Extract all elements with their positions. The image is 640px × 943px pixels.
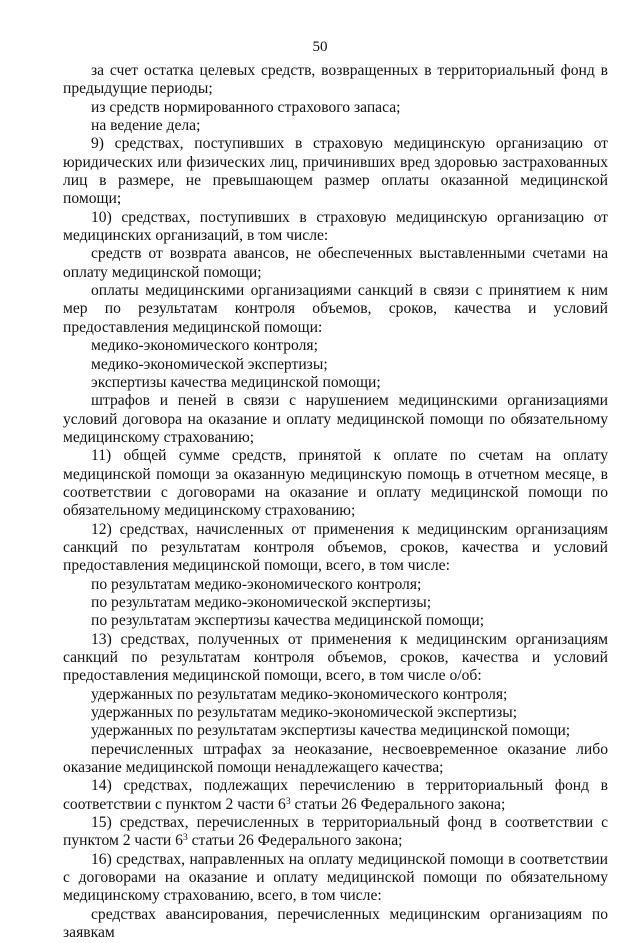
paragraph: экспертизы качества медицинской помощи;: [91, 373, 381, 391]
paragraph: на ведение дела;: [91, 117, 201, 135]
paragraph: из средств нормированного страхового запаса;: [91, 98, 401, 116]
paragraph: удержанных по результатам экспертизы качества медицинской помощи;: [91, 722, 571, 740]
superscript: 3: [285, 796, 291, 807]
paragraph-text: статьи 26 Федерального закона;: [290, 795, 506, 813]
document-body: [63, 62, 608, 943]
paragraph: медико-экономического контроля;: [91, 337, 318, 355]
paragraph: удержанных по результатам медико-экономического контроля;: [91, 685, 508, 703]
paragraph: по результатам экспертизы качества медицинской помощи;: [91, 612, 485, 630]
paragraph: за счет остатка целевых средств, возвращенных в территориальный фонд в предыдущие периоды;: [63, 62, 608, 98]
paragraph-item-16: 16) средствах, направленных на оплату медицинской помощи в соответствии с договорами на оказание и оплату медицинской помощи по обязательному медицинскому страхованию, всего, в том числе:: [63, 850, 608, 905]
paragraph-item-13: 13) средствах, полученных от применения к медицинским организациям санкций по результатам контроля объемов, сроков, качества и условий предоставления медицинской помощи, всего, в том числе о/об:: [63, 630, 608, 685]
paragraph: перечисленных штрафах за неоказание, несвоевременное оказание либо оказание медицинской помощи ненадлежащего качества;: [63, 740, 608, 777]
paragraph-item-10: 10) средствах, поступивших в страховую медицинскую организацию от медицинских организаций, в том числе:: [63, 208, 608, 245]
paragraph-item-9: 9) средствах, поступивших в страховую медицинскую организацию от юридических или физических лиц, причинивших вред здоровью застрахованных лиц в размере, не превышающем размер оплаты оказанной медицинской помощи;: [63, 135, 608, 208]
paragraph: средствах авансирования, перечисленных медицинским организациям по заявкам: [63, 905, 608, 942]
paragraph-item-14: [63, 777, 608, 814]
paragraph: штрафов и пеней в связи с нарушением медицинскими организациями условий договора на оказание и оплату медицинской помощи по обязательному медицинскому страхованию;: [63, 392, 608, 446]
superscript: 3: [182, 833, 188, 844]
page-number: 50: [312, 39, 328, 55]
paragraph-text: 14) средствах, подлежащих перечислению в территориальный фонд в соответствии с пунктом 2 части 6: [63, 777, 608, 813]
paragraph: медико-экономической экспертизы;: [91, 355, 328, 373]
paragraph-text: статьи 26 Федерального закона;: [187, 832, 403, 850]
paragraph: по результатам медико-экономического контроля;: [91, 575, 422, 593]
paragraph-item-15: [63, 814, 608, 851]
paragraph: удержанных по результатам медико-экономической экспертизы;: [91, 704, 518, 722]
paragraph: оплаты медицинскими организациями санкций в связи с принятием к ним мер по результатам контроля объемов, сроков, качества и условий предоставления медицинской помощи:: [63, 282, 608, 336]
paragraph-text: 15) средствах, перечисленных в территориальный фонд в соответствии с пунктом 2 части 6: [63, 814, 608, 850]
paragraph-item-11: 11) общей сумме средств, принятой к оплате по счетам на оплату медицинской помощи за оказанную медицинскую помощь в отчетном месяце, в соответствии с договорами на оказание и оплату медицинской помощи по обязательному медицинскому страхованию;: [63, 447, 608, 520]
paragraph: средств от возврата авансов, не обеспеченных выставленными счетами на оплату медицинской помощи;: [63, 245, 608, 281]
paragraph: по результатам медико-экономической экспертизы;: [91, 593, 432, 611]
paragraph-item-12: 12) средствах, начисленных от применения к медицинским организациям санкций по результатам контроля объемов, сроков, качества и условий предоставления медицинской помощи, всего, в том числе:: [63, 520, 608, 575]
